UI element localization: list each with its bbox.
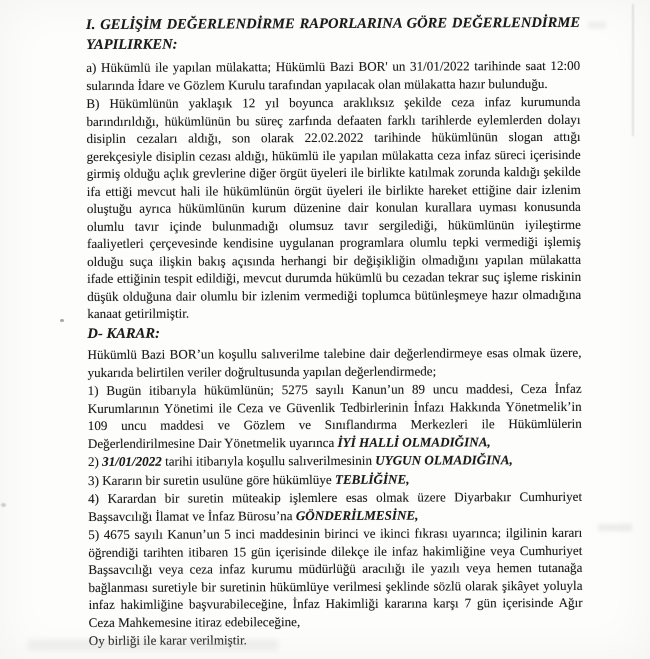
- decision-item-2: [88, 451, 582, 471]
- item-3-emphasis: TEBLİĞİNE,: [334, 471, 410, 487]
- item-2-number: 2): [87, 453, 103, 469]
- decision-heading: D- KARAR:: [87, 325, 160, 342]
- item-3-text: 3) Kararın bir suretin usulüne göre hükümlüye: [87, 471, 335, 488]
- paragraph-a: a) Hükümlü ile yapılan mülakatta; Hükümlü Bazi BOR' un 31/01/2022 tarihinde saat 12:00 sularında İdare ve Gözlem Kurulu tarafından yapılacak olan mülakatta hazır bulunduğu.: [86, 57, 581, 93]
- scan-artifact-edge-line: [632, 4, 634, 136]
- decision-item-3: [88, 469, 582, 489]
- scan-artifact-smudge-topright: [588, 22, 606, 28]
- decision-item-1: [88, 380, 582, 452]
- item-1-text: 1) Bugün itibarıyla hükümlünün; 5275 sayılı Kanun’un 89 uncu maddesi, Ceza İnfaz Kurumlarının Yönetimi ile Ceza ve Güvenlik Tedbirlerinin İnfazı Hakkında Yönetmelik’in 109 uncu maddesi ve Gözlem ve Sınıflandırma Merkezleri ile Hükümlülerin Değerlendirilmesine Dair Yönetmelik uyarınca: [87, 380, 582, 451]
- scan-artifact-dot: [60, 319, 64, 322]
- item-2-emphasis: UYGUN OLMADIĞINA,: [375, 452, 513, 468]
- paragraph-b: B) Hükümlünün yaklaşık 12 yıl boyunca araklıksız şekilde ceza infaz kurumunda barındırıldığı, hükümlünün bu süreç zarfında defaaten farklı tarihlerde eylemlerden dolayı disiplin cezaları aldığı, son olarak 22.02.2022 tarihinde hükümlünün slogan attığı gerekçesiyle disiplin cezası aldığı, hükümlü ile yapılan mülakatta ceza infaz süreci içerisinde girmiş olduğu açlık grevlerine diğer örgüt üyeleri ile birlikte katılmak zorunda kaldığı şekilde ifa ettiği mevcut hali ile hükümlünün örgüt üyeleri ile birlikte hareket ettiğine dair izlenim oluştuğu ayrıca hükümlünün kurum düzenine dair konulan kurallara uyması konusunda olumlu tavır içinde bulunmadığı olumsuz tavır sergilediği, hükümlünün iyileştirme faaliyetleri çerçevesinde kendisine uygulanan programlara olumlu tepki vermediği işlemiş olduğu suça ilişkin bakış açısında herhangi bir değişikliğin olmadığını yapılan mülakatta ifade ettiğinin tespit edildiği, mevcut durumda hükümlü bu cezadan tekrar suç işleme riskinin düşük olduğuna dair olumlu bir izlenim vermediği toplumca bütünleşmeye hazır olmadığına kanaat getirilmiştir.: [86, 93, 582, 321]
- decision-item-5: [88, 524, 582, 631]
- document-content: [86, 14, 583, 651]
- scan-artifact-edge-dot: [1, 503, 6, 507]
- item-1-emphasis: İYİ HALLİ OLMADIĞINA,: [337, 433, 491, 450]
- item-2-text: tarihi itibarıyla koşullu salıverilmesinin: [161, 452, 376, 469]
- closing-line: Oy birliği ile karar verilmiştir.: [88, 632, 247, 648]
- scan-artifact-smudge-right: [598, 524, 632, 531]
- decision-item-4: [88, 488, 582, 525]
- item-4-emphasis: GÖNDERİLMESİNE,: [295, 507, 419, 523]
- item-5-text: 5) 4675 sayılı Kanun’un 5 inci maddesinin birinci ve ikinci fıkrası uyarınca; ilgilinin kararı öğrendiği tarihten itibaren 15 gün içerisinde dilekçe ile infaz hakimliğine veya Cumhuriyet Başsavcılığı veya ceza infaz kurumu müdürlüğü aracılığı ile yazılı veya hemen tutanağa bağlanması suretiyle bir suretinin hükümlüye verilmesi şeklinde sözlü olarak şikâyet yoluyla infaz hakimliğine başvurabileceğine, İnfaz Hakimliği kararına karşı 7 gün içerisinde Ağır Ceza Mahkemesine itiraz edebileceğine,: [88, 524, 583, 630]
- item-4-text: 4) Karardan bir suretin müteakip işlemlere esas olmak üzere Diyarbakır Cumhuriyet Başsavcılığı İlamat ve İnfaz Bürosu’na: [88, 488, 583, 524]
- decision-intro: Hükümlü Bazi BOR’un koşullu salıverilme talebine dair değerlendirmeye esas olmak üzere, yukarıda belirtilen veriler doğrultusunda yapılan değerlendirmede;: [87, 344, 582, 380]
- section-heading: I. GELİŞİM DEĞERLENDİRME RAPORLARINA GÖRE DEĞERLENDİRME YAPILIRKEN:: [86, 14, 581, 53]
- item-2-date-emphasis: 31/01/2022: [102, 453, 162, 469]
